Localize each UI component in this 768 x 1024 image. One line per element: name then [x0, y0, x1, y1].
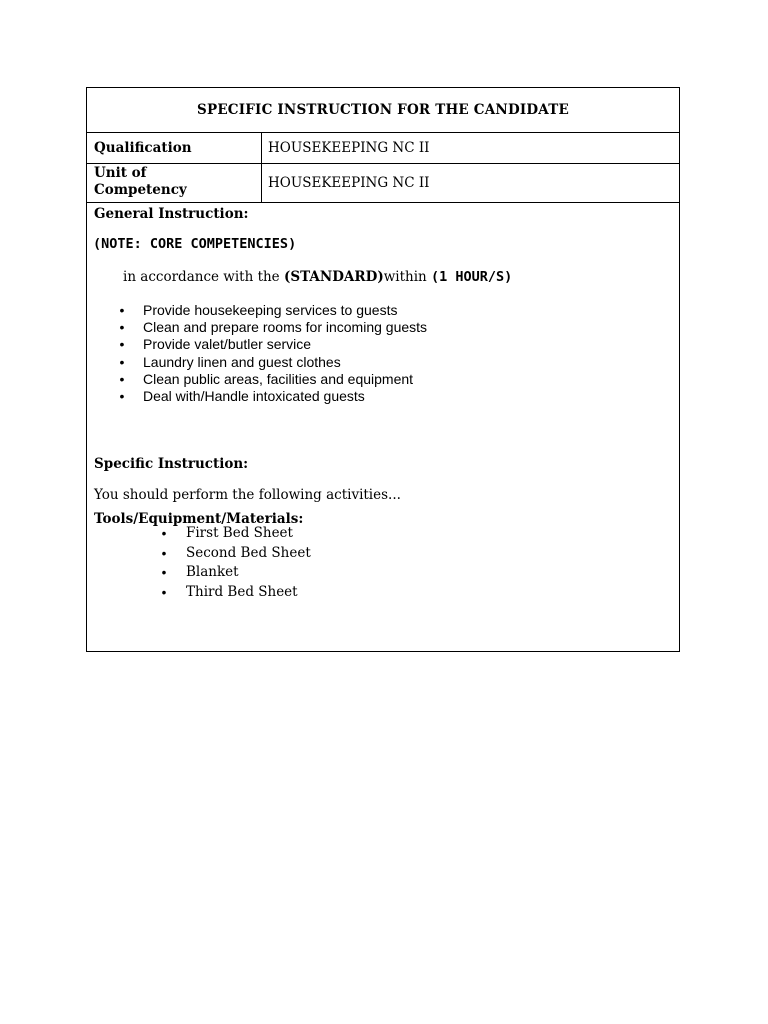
bullet-icon: • [119, 387, 125, 404]
list-item: • First Bed Sheet [159, 524, 311, 544]
core-competencies-note: (NOTE: CORE COMPETENCIES) [93, 236, 297, 252]
unit-of-competency-row [87, 164, 679, 203]
bullet-icon: • [119, 370, 125, 387]
list-item: • Laundry linen and guest clothes [117, 354, 427, 371]
qualification-value: HOUSEKEEPING NC II [268, 140, 430, 156]
qualification-label: Qualification [87, 133, 262, 163]
tools-heading: Tools/Equipment/Materials: [94, 511, 304, 527]
instruction-body [87, 203, 679, 651]
list-item: • Clean public areas, facilities and equipment [117, 371, 427, 388]
list-item: • Third Bed Sheet [159, 583, 311, 603]
within-label: within [383, 269, 432, 285]
standard-label: (STANDARD) [283, 269, 384, 285]
specific-instruction-text: You should perform the following activities... [94, 487, 401, 503]
core-competency-list [117, 302, 427, 405]
general-instruction-heading: General Instruction: [94, 206, 249, 222]
unit-of-competency-label-line1: Unit of [94, 165, 147, 181]
specific-instruction-heading: Specific Instruction: [94, 456, 249, 472]
bullet-icon: • [161, 526, 167, 541]
bullet-icon: • [119, 336, 125, 353]
bullet-icon: • [161, 565, 167, 581]
bullet-icon: • [119, 353, 125, 370]
unit-of-competency-value: HOUSEKEEPING NC II [268, 175, 430, 191]
form-title: SPECIFIC INSTRUCTION FOR THE CANDIDATE [87, 88, 679, 133]
unit-of-competency-label-line2: Competency [94, 182, 187, 198]
standard-line-prefix: in accordance with the [123, 269, 284, 285]
bullet-icon: • [119, 319, 125, 336]
qualification-row [87, 133, 679, 164]
tools-list [159, 524, 311, 603]
bullet-icon: • [161, 545, 167, 561]
list-item: • Blanket [159, 563, 311, 583]
bullet-icon: • [119, 302, 125, 318]
list-item: • Provide valet/butler service [117, 336, 427, 353]
standard-line [123, 269, 512, 285]
bullet-icon: • [161, 585, 167, 601]
list-item: • Provide housekeeping services to guests [117, 302, 427, 319]
duration-label: (1 HOUR/S) [431, 269, 513, 285]
list-item: • Deal with/Handle intoxicated guests [117, 388, 427, 405]
unit-of-competency-label [87, 164, 262, 202]
list-item: • Clean and prepare rooms for incoming guests [117, 319, 427, 336]
instruction-form [86, 87, 680, 652]
list-item: • Second Bed Sheet [159, 544, 311, 564]
